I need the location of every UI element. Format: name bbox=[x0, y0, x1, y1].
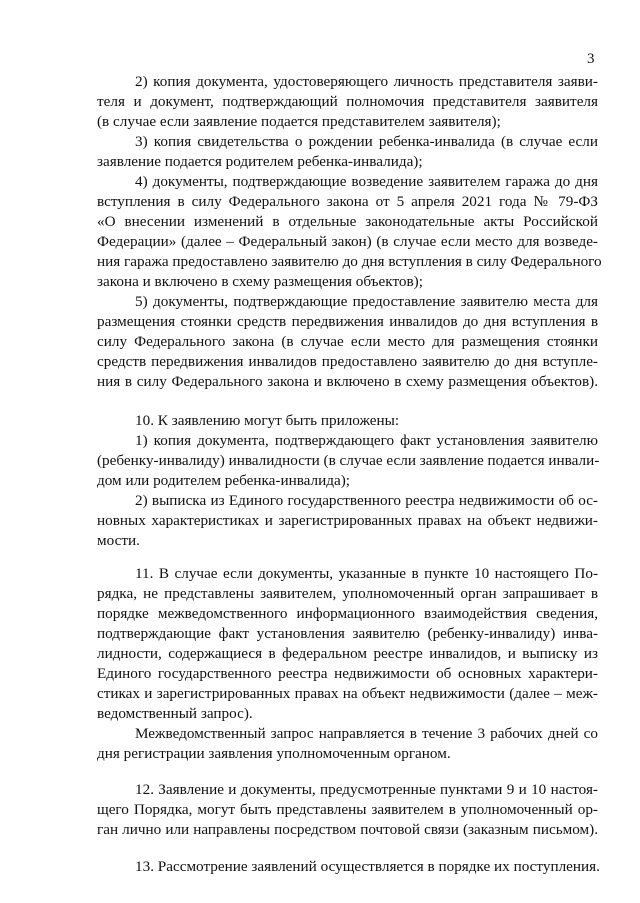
text-line: ния в силу Федерального закона и включено в схему размещения объектов). bbox=[97, 373, 598, 390]
text-line: мости. bbox=[97, 532, 140, 549]
text-line: «О внесении изменений в отдельные законодательные акты Российской bbox=[97, 213, 598, 230]
text-line: 4) документы, подтверждающие возведение заявителем гаража до дня bbox=[135, 173, 598, 190]
text-line: 2) копия документа, удостоверяющего личность представителя заяви- bbox=[135, 73, 598, 90]
text-line: ган лично или направлены посредством почтовой связи (заказным письмом). bbox=[97, 821, 598, 838]
text-line: дня регистрации заявления уполномоченным органом. bbox=[97, 745, 451, 762]
text-line: 10. К заявлению могут быть приложены: bbox=[135, 412, 400, 429]
text-line: закона и включено в схему размещения объектов); bbox=[97, 273, 423, 290]
text-line: 2) выписка из Единого государственного реестра недвижимости об ос- bbox=[135, 492, 598, 509]
text-line: 1) копия документа, подтверждающего факт установления заявителю bbox=[135, 432, 598, 449]
text-line: порядке межведомственного информационного взаимодействия сведения, bbox=[97, 605, 598, 622]
text-line: ведомственный запрос). bbox=[97, 705, 253, 722]
text-line: вступления в силу Федерального закона от 5 апреля 2021 года № 79-ФЗ bbox=[97, 193, 598, 210]
page-number: 3 bbox=[587, 51, 595, 67]
text-line: ния гаража предоставлено заявителю до дня вступления в силу Федерального bbox=[97, 253, 602, 270]
text-line: 5) документы, подтверждающие предоставление заявителю места для bbox=[135, 293, 598, 310]
text-line: дом или родителем ребенка-инвалида); bbox=[97, 472, 351, 489]
text-line: 13. Рассмотрение заявлений осуществляется в порядке их поступления. bbox=[135, 858, 600, 875]
text-line: Межведомственный запрос направляется в течение 3 рабочих дней со bbox=[135, 725, 598, 742]
text-line: теля и документ, подтверждающий полномочия представителя заявителя bbox=[97, 93, 598, 110]
text-line: подтверждающие факт установления заявителю (ребенку-инвалиду) инва- bbox=[97, 625, 598, 642]
text-line: Федерации» (далее – Федеральный закон) (в случае если место для возведе- bbox=[97, 233, 598, 250]
text-line: рядка, не представлены заявителем, уполномоченный орган запрашивает в bbox=[97, 585, 598, 602]
text-line: 12. Заявление и документы, предусмотренные пунктами 9 и 10 настоя- bbox=[135, 781, 598, 798]
text-line: (в случае если заявление подается представителем заявителя); bbox=[97, 113, 501, 130]
text-line: Единого государственного реестра недвижимости об основных характери- bbox=[97, 665, 598, 682]
text-line: новных характеристиках и зарегистрированных правах на объект недвижи- bbox=[97, 512, 598, 529]
text-line: заявление подается родителем ребенка-инвалида); bbox=[97, 153, 423, 170]
text-line: 11. В случае если документы, указанные в пункте 10 настоящего По- bbox=[135, 565, 598, 582]
text-line: размещения стоянки средств передвижения инвалидов до дня вступления в bbox=[97, 313, 598, 330]
text-line: средств передвижения инвалидов предоставлено заявителю до дня вступле- bbox=[97, 353, 598, 370]
text-line: стиках и зарегистрированных правах на объект недвижимости (далее – меж- bbox=[97, 685, 598, 702]
text-line: силу Федерального закона (в случае если место для размещения стоянки bbox=[97, 333, 598, 350]
text-line: (ребенку-инвалиду) инвалидности (в случае если заявление подается инвали- bbox=[97, 452, 600, 469]
text-line: щего Порядка, могут быть представлены заявителем в уполномоченный ор- bbox=[97, 801, 598, 818]
text-line: 3) копия свидетельства о рождении ребенка-инвалида (в случае если bbox=[135, 133, 598, 150]
text-line: лидности, содержащиеся в федеральном реестре инвалидов, и выписку из bbox=[97, 645, 598, 662]
